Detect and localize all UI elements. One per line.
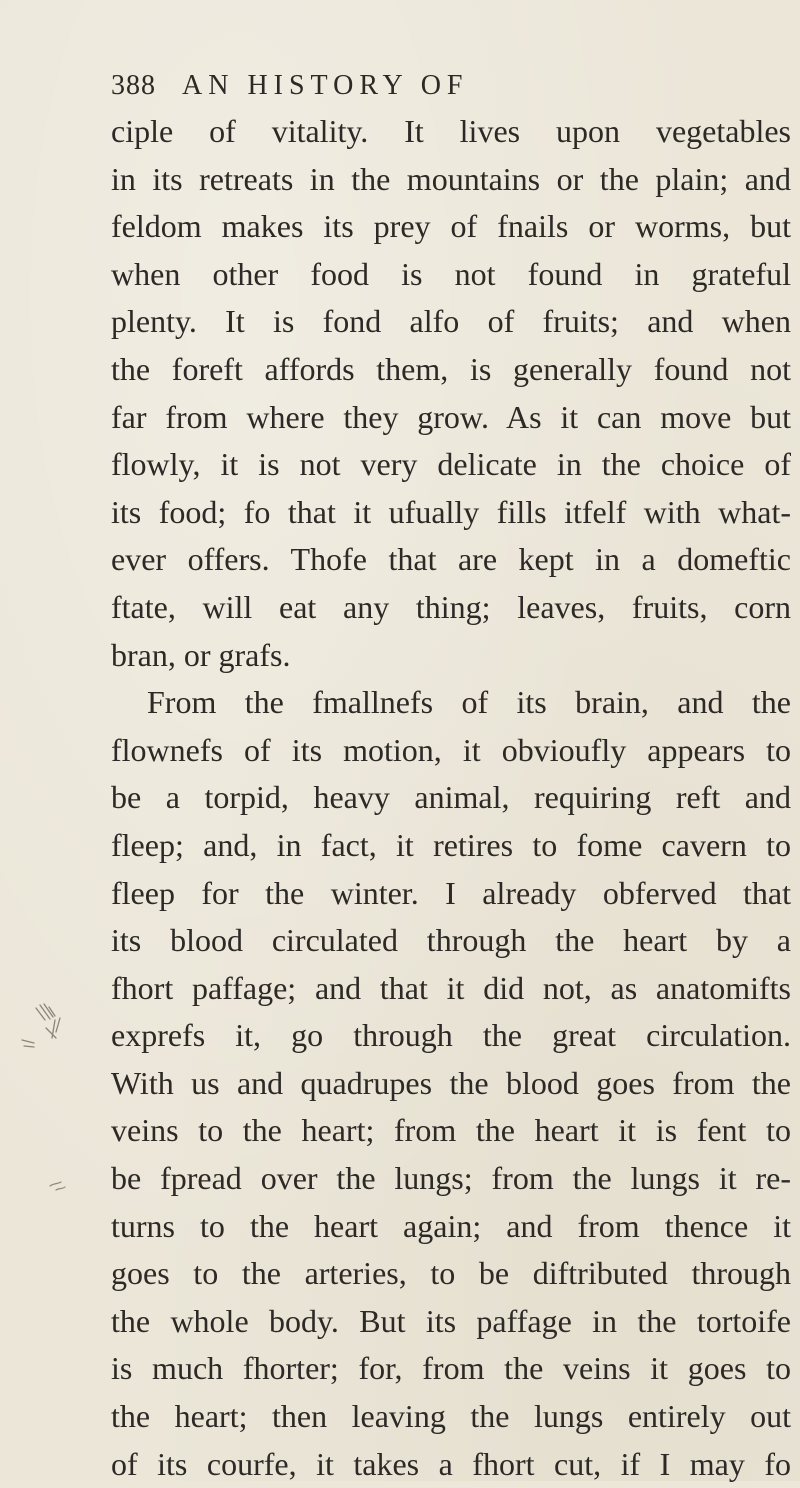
- text-line: flownefs of its motion, it obvioufly appears to: [111, 731, 791, 768]
- paragraph-start-line: From the fmallnefs of its brain, and the: [147, 684, 791, 721]
- text-line: ciple of vitality. It lives upon vegetables: [111, 113, 791, 149]
- text-line: fleep for the winter. I already obferved that: [111, 874, 791, 911]
- text-line: With us and quadrupes the blood goes from the: [111, 1064, 791, 1101]
- running-title: AN HISTORY OF: [182, 70, 469, 101]
- text-line: of its courfe, it takes a fhort cut, if I may fo: [111, 1445, 791, 1482]
- text-line: when other food is not found in grateful: [111, 255, 791, 292]
- text-line: fhort paffage; and that it did not, as anatomifts: [111, 969, 791, 1006]
- text-line: turns to the heart again; and from thence it: [111, 1207, 791, 1244]
- pencil-scribble-icon: [22, 1004, 60, 1047]
- text-line: ftate, will eat any thing; leaves, fruits, corn: [111, 588, 791, 625]
- text-line: be fpread over the lungs; from the lungs it re-: [111, 1160, 791, 1197]
- text-line: be a torpid, heavy animal, requiring reft and: [111, 779, 791, 816]
- text-line: far from where they grow. As it can move but: [111, 398, 791, 435]
- text-line: flowly, it is not very delicate in the choice of: [111, 446, 791, 483]
- text-line: plenty. It is fond alfo of fruits; and when: [111, 303, 791, 340]
- page-number: 388: [111, 70, 156, 101]
- text-line: bran, or grafs.: [111, 636, 291, 673]
- text-line: the whole body. But its paffage in the tortoife: [111, 1302, 791, 1339]
- text-line: goes to the arteries, to be diftributed through: [111, 1255, 791, 1292]
- pencil-smudge-icon: [50, 1182, 65, 1190]
- running-head: [111, 66, 671, 106]
- text-line: its food; fo that it ufually fills itfelf with what-: [111, 493, 791, 530]
- text-line: veins to the heart; from the heart it is fent to: [111, 1112, 791, 1149]
- text-line: the heart; then leaving the lungs entirely out: [111, 1398, 791, 1435]
- body-text: [111, 108, 791, 1488]
- text-line: its blood circulated through the heart by a: [111, 922, 791, 959]
- text-line: ever offers. Thofe that are kept in a domeftic: [111, 541, 791, 578]
- text-line: feldom makes its prey of fnails or worms, but: [111, 208, 791, 245]
- text-line: the foreft affords them, is generally found not: [111, 350, 791, 387]
- text-line: exprefs it, go through the great circulation.: [111, 1017, 791, 1054]
- text-line: fleep; and, in fact, it retires to fome cavern to: [111, 826, 791, 863]
- text-line: is much fhorter; for, from the veins it goes to: [111, 1350, 791, 1387]
- text-line: in its retreats in the mountains or the plain; and: [111, 160, 791, 197]
